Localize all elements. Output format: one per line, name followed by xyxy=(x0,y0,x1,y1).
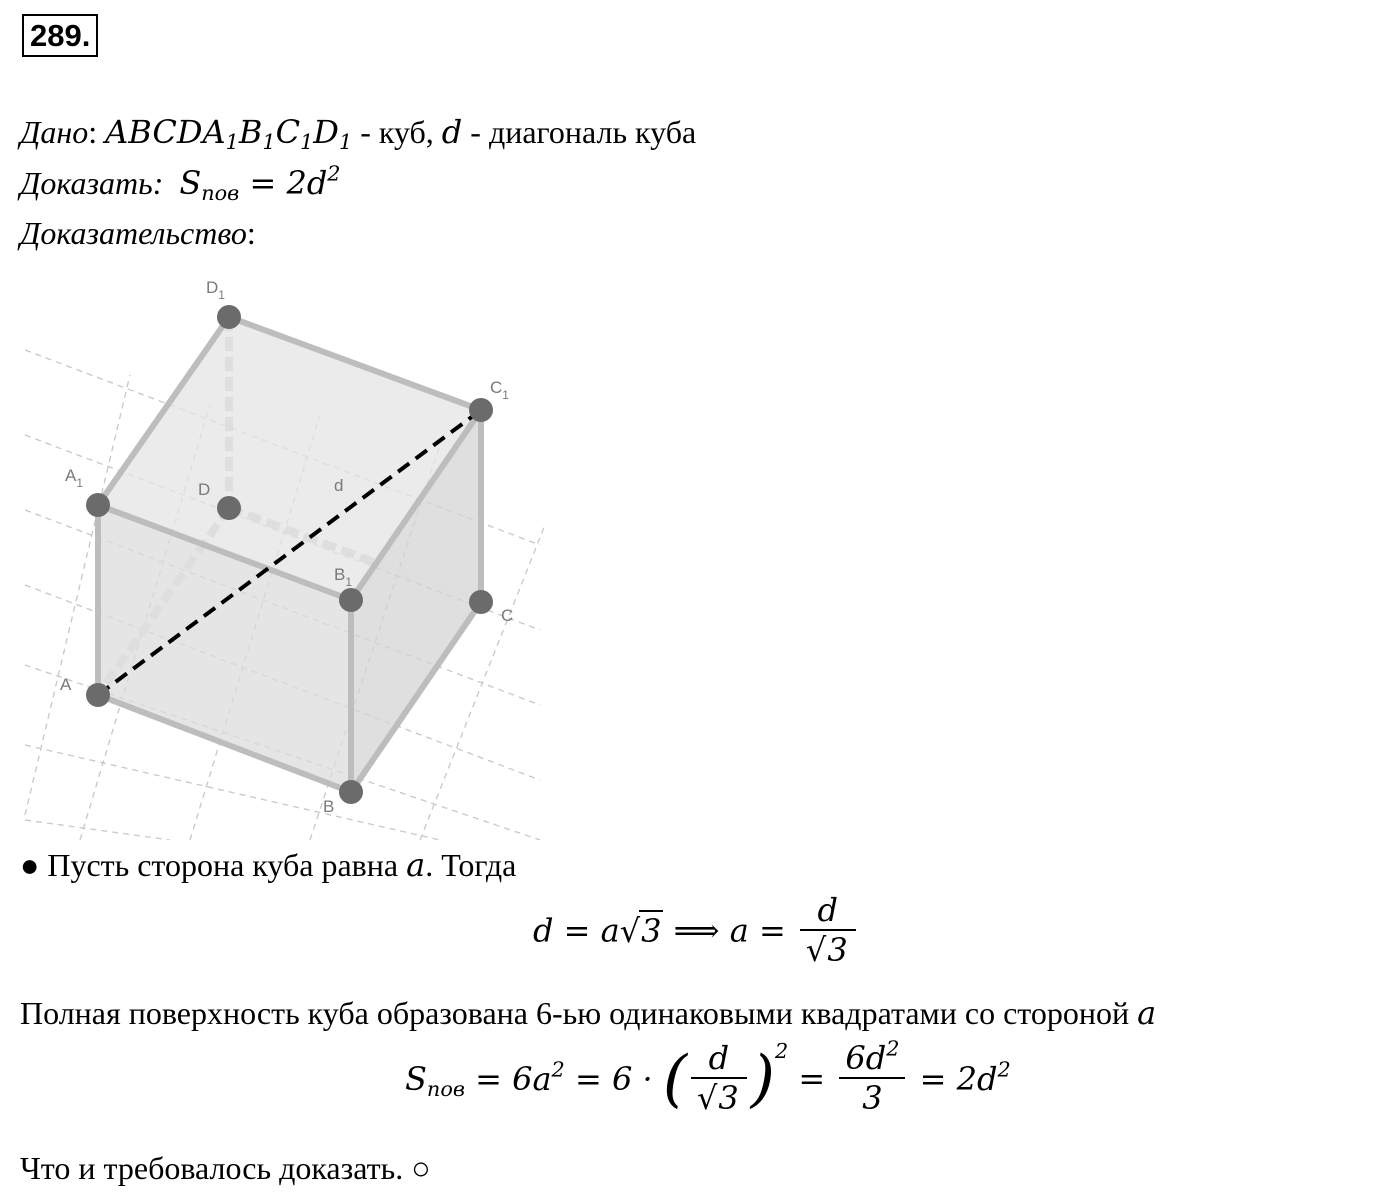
vertex-b xyxy=(339,780,363,804)
label-d1: $D_1$ xyxy=(206,278,225,302)
prove-label: Доказать: xyxy=(20,165,164,201)
cube-name: $ABCDA_1B_1C_1D_1$ xyxy=(105,113,353,155)
given-label: Дано xyxy=(20,114,89,150)
given-colon: : xyxy=(88,114,98,150)
label-b1: $B_1$ xyxy=(334,565,353,589)
step1-after: . Тогда xyxy=(425,847,517,883)
step1-a: a xyxy=(406,846,426,884)
label-a: A xyxy=(60,675,72,694)
vertex-a xyxy=(86,683,110,707)
given-line xyxy=(20,113,697,155)
surface-text: Полная поверхность куба образована 6-ью одинаковыми квадратами со стороной xyxy=(20,995,1138,1031)
vertex-d xyxy=(217,496,241,520)
label-a1: $A_1$ xyxy=(65,466,84,490)
cube-figure xyxy=(20,275,560,840)
label-diag: d xyxy=(334,476,344,495)
step1-text: Пусть сторона куба равна xyxy=(39,847,407,883)
proof-label: Доказательство xyxy=(20,215,247,251)
label-c1: $C_1$ xyxy=(490,378,509,402)
label-b: B xyxy=(323,797,335,816)
surface-line xyxy=(20,994,1156,1032)
label-c: C xyxy=(501,606,514,625)
label-d: D xyxy=(198,480,211,499)
given-text-cube: - куб, xyxy=(352,114,442,150)
vertex-a1 xyxy=(86,493,110,517)
proof-colon: : xyxy=(246,215,256,251)
proof-label-line xyxy=(20,215,256,252)
surface-a: a xyxy=(1137,994,1157,1032)
vertex-c1 xyxy=(469,398,493,422)
given-text-diag: - диагональ куба xyxy=(462,114,697,150)
given-d: d xyxy=(441,113,463,151)
prove-line xyxy=(20,161,341,206)
conclusion: Что и требовалось доказать. ○ xyxy=(20,1150,431,1186)
prove-formula: $S_{пов} = 2d^2$ xyxy=(179,161,341,206)
step1-line xyxy=(20,846,516,884)
vertex-c xyxy=(469,590,493,614)
bullet: ● xyxy=(20,847,40,883)
vertex-d1 xyxy=(217,305,241,329)
vertex-b1 xyxy=(339,588,363,612)
problem-number: 289. xyxy=(22,14,98,57)
equation-1: d = a√3 ⟹ a = $\frac{d}{√3}$ xyxy=(533,892,860,969)
equation-2: $S_{пов} = 6a^2 = 6$ · ( $\frac{d}{√3}$ )$^2$ = $\frac{6d^2}{3}$ = $2d^2$ xyxy=(405,1036,1011,1117)
